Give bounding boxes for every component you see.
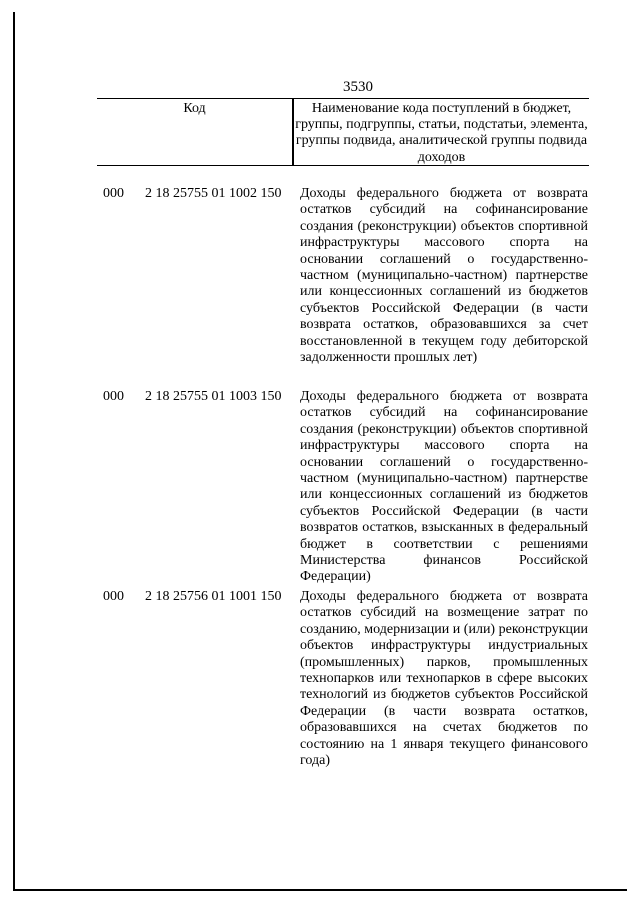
row-income-name: Доходы федерального бюджета от возврата остатков субсидий на софинансирование создания (реконструкции) объектов спортивной инфраструктуры массового спорта на основании соглашений о государственно-частном (муниципально-частном) партнерстве или концессионных соглашений из бюджетов субъектов Российской Федерации (в части возврата остатков, образовавшихся за счет восстановленной в текущем году дебиторской задолженности прошлых лет)	[300, 186, 588, 366]
table-header	[97, 98, 589, 166]
row-income-code: 2 18 25755 01 1003 150	[145, 389, 282, 404]
row-admin-code: 000	[103, 389, 124, 404]
page-border-bottom	[13, 889, 627, 891]
row-income-code: 2 18 25755 01 1002 150	[145, 186, 282, 201]
header-code-label: Код	[183, 101, 206, 116]
row-income-code: 2 18 25756 01 1001 150	[145, 589, 282, 604]
page-border-left	[13, 12, 15, 890]
page-number: 3530	[343, 79, 373, 95]
header-name-label: Наименование кода поступлений в бюджет, группы, подгруппы, статьи, подстатьи, элемента, группы подвида, аналитической группы подвида доходов	[295, 101, 588, 165]
row-income-name: Доходы федерального бюджета от возврата остатков субсидий на возмещение затрат по созданию, модернизации и (или) реконструкции объектов инфраструктуры индустриальных (промышленных) парков, промышленных технопарков или технопарков в сфере высоких технологий из бюджетов субъектов Российской Федерации (в части возврата остатков, образовавшихся на счетах бюджетов по состоянию на 1 января текущего финансового года)	[300, 589, 588, 769]
row-admin-code: 000	[103, 589, 124, 604]
row-income-name: Доходы федерального бюджета от возврата остатков субсидий на софинансирование создания (реконструкции) объектов спортивной инфраструктуры массового спорта на основании соглашений о государственно-частном (муниципально-частном) партнерстве или концессионных соглашений из бюджетов субъектов Российской Федерации (в части возвратов остатков, взысканных в федеральный бюджет в соответствии с решениями Министерства финансов Российской Федерации)	[300, 389, 588, 585]
row-admin-code: 000	[103, 186, 124, 201]
